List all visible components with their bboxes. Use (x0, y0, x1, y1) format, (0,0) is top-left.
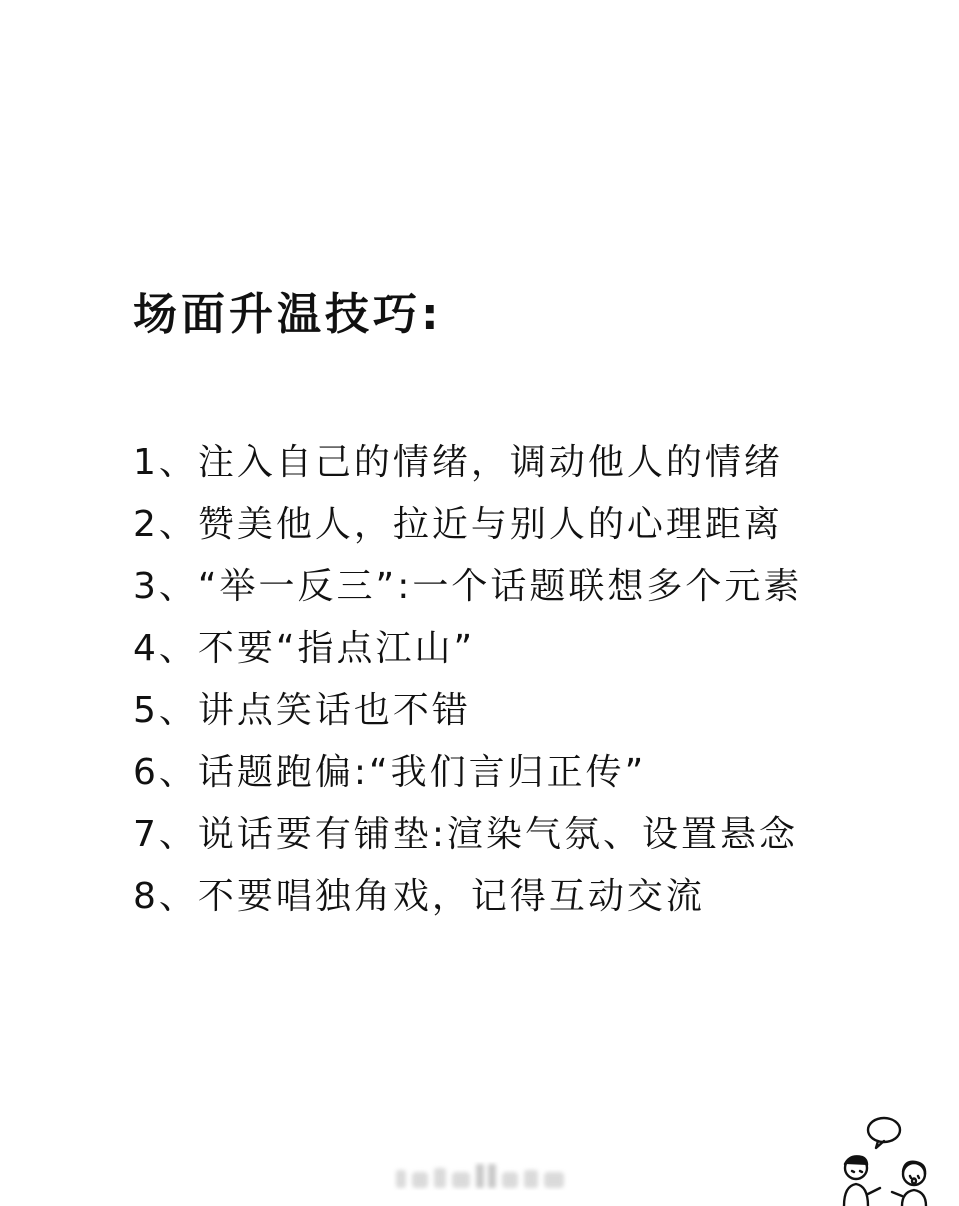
list-item: 4、不要“指点江山” (133, 628, 476, 669)
list-item: 6、话题跑偏:“我们言归正传” (133, 752, 647, 793)
list-item: 3、“举一反三”:一个话题联想多个元素 (133, 566, 803, 607)
list-item: 1、注入自己的情绪，调动他人的情绪 (133, 442, 783, 483)
tips-list (133, 432, 802, 928)
two-people-talking-icon (834, 1108, 944, 1206)
list-item: 8、不要唱独角戏，记得互动交流 (133, 876, 705, 917)
watermark-icon (392, 1160, 572, 1196)
page-title: 场面升温技巧: (133, 289, 443, 340)
list-item: 5、讲点笑话也不错 (133, 690, 471, 731)
list-item: 2、赞美他人，拉近与别人的心理距离 (133, 504, 783, 545)
list-item: 7、说话要有铺垫:渲染气氛、设置悬念 (133, 814, 799, 855)
